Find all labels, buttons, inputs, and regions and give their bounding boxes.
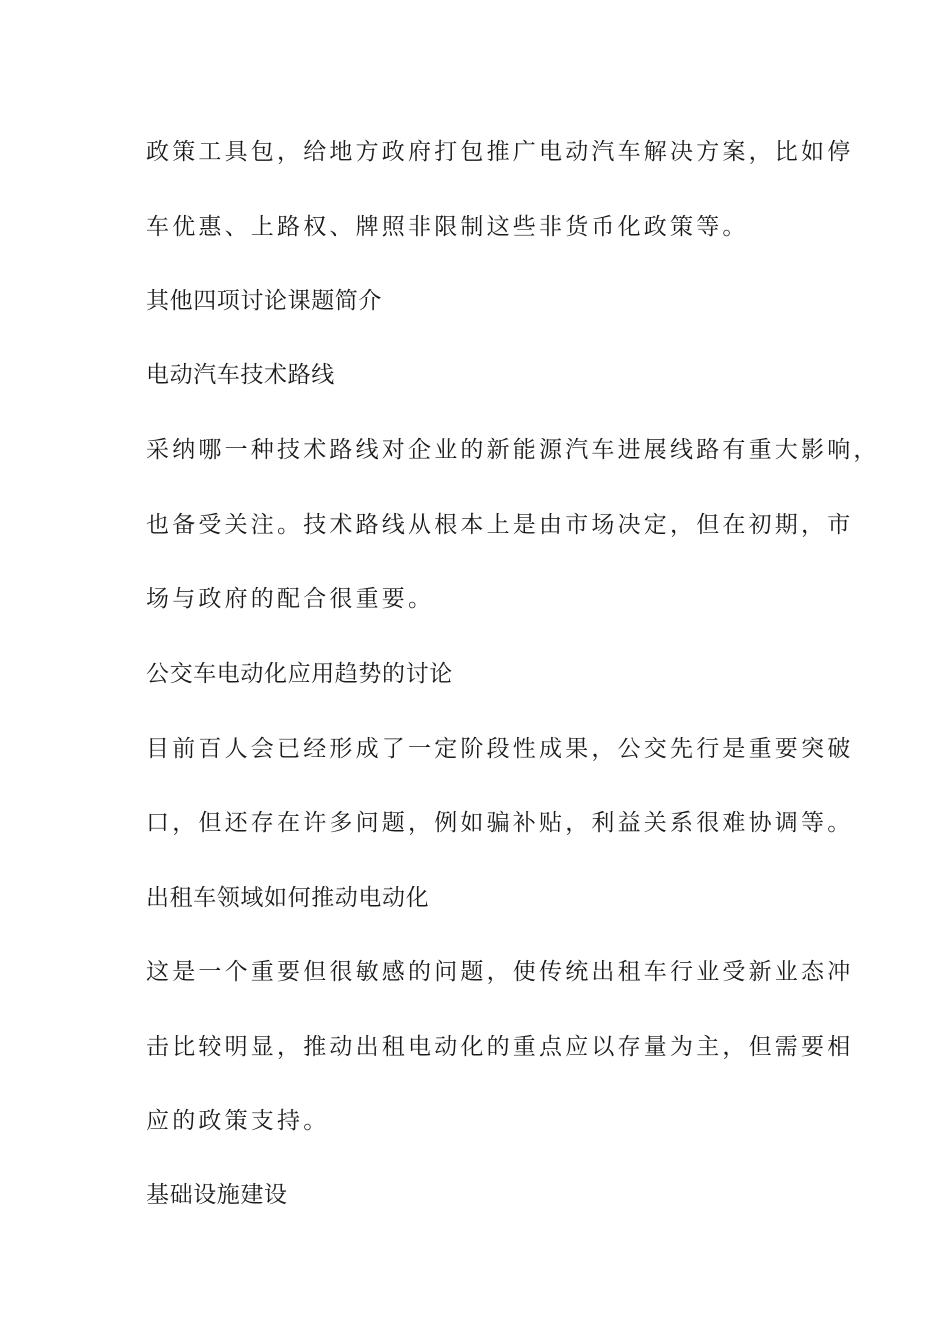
paragraph-line: 口，但还存在许多问题，例如骗补贴，利益关系很难协调等。 bbox=[146, 810, 854, 836]
paragraph-line: 政策工具包，给地方政府打包推广电动汽车解决方案，比如停 bbox=[146, 139, 854, 165]
section-heading: 电动汽车技术路线 bbox=[146, 362, 335, 388]
paragraph-line: 这是一个重要但很敏感的问题，使传统出租车行业受新业态冲 bbox=[146, 959, 854, 985]
paragraph-line: 击比较明显，推动出租电动化的重点应以存量为主，但需要相 bbox=[146, 1034, 854, 1060]
paragraph-line: 应的政策支持。 bbox=[146, 1108, 330, 1134]
paragraph-line: 采纳哪一种技术路线对企业的新能源汽车进展线路有重大影响， bbox=[146, 437, 880, 463]
paragraph-line: 目前百人会已经形成了一定阶段性成果，公交先行是重要突破 bbox=[146, 736, 854, 762]
paragraph-line: 场与政府的配合很重要。 bbox=[146, 586, 435, 612]
section-heading: 基础设施建设 bbox=[146, 1182, 288, 1208]
section-heading: 其他四项讨论课题简介 bbox=[146, 288, 382, 314]
section-heading: 出租车领域如何推动电动化 bbox=[146, 885, 430, 911]
section-heading: 公交车电动化应用趋势的讨论 bbox=[146, 661, 453, 687]
paragraph-line: 车优惠、上路权、牌照非限制这些非货币化政策等。 bbox=[146, 214, 749, 240]
paragraph-line: 也备受关注。技术路线从根本上是由市场决定，但在初期，市 bbox=[146, 512, 854, 538]
